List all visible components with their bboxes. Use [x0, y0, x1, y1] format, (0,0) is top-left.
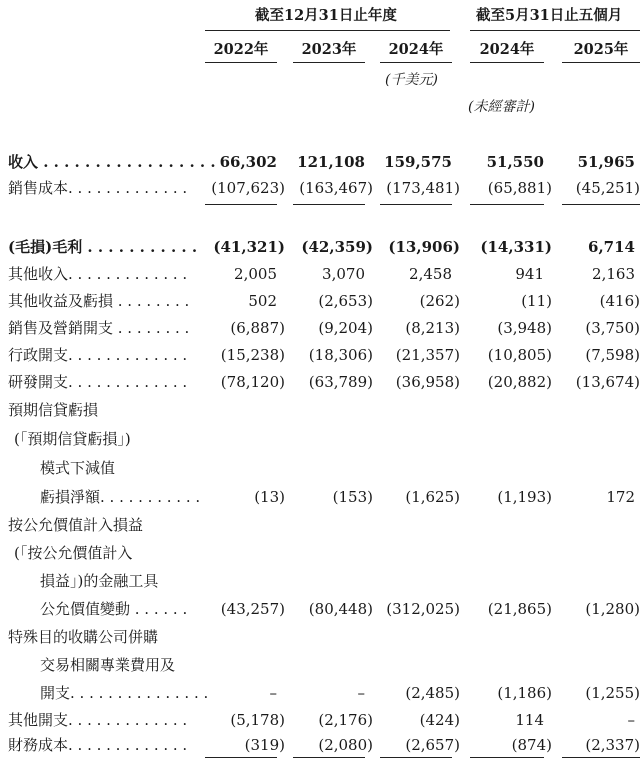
row-value: (2,080): [318, 736, 373, 754]
row-value: (65,881): [487, 179, 552, 197]
row-value: (173,481): [386, 179, 460, 197]
row-value: (3,750): [585, 319, 640, 337]
row-value: (107,623): [211, 179, 285, 197]
row-value: 2,163: [592, 265, 635, 283]
row-value: (15,238): [220, 346, 285, 364]
row-value: –: [357, 684, 365, 702]
row-label-fvtpl-line2: (「按公允價值計入: [14, 544, 133, 562]
row-value: (21,865): [487, 600, 552, 618]
row-value: 159,575: [384, 153, 452, 171]
row-value: 3,070: [322, 265, 365, 283]
row-label-selling-marketing: 銷售及營銷開支 . . . . . . . .: [8, 319, 190, 337]
row-value: (42,359): [301, 238, 373, 256]
row-value: (13): [254, 488, 285, 506]
row-value: (5,178): [230, 711, 285, 729]
row-value: (163,467): [299, 179, 373, 197]
row-value: (10,805): [487, 346, 552, 364]
row-value: (1,193): [497, 488, 552, 506]
row-value: (41,321): [213, 238, 285, 256]
bottom-rule: [380, 757, 452, 758]
row-value: (11): [521, 292, 552, 310]
year-rule-2025-five-months: [562, 62, 640, 63]
row-value: 66,302: [219, 153, 277, 171]
row-value: (2,176): [318, 711, 373, 729]
row-value: (1,280): [585, 600, 640, 618]
bottom-rule: [470, 757, 544, 758]
row-label-administrative: 行政開支. . . . . . . . . . . . .: [8, 346, 188, 364]
row-label-research-development: 研發開支. . . . . . . . . . . . .: [8, 373, 188, 391]
year-rule-2022: [205, 62, 277, 63]
bottom-rule: [293, 757, 365, 758]
header-group-five-months-rule: [470, 30, 640, 31]
year-header-2025-five-months: 2025年: [573, 41, 629, 58]
row-value: (424): [419, 711, 460, 729]
row-value: (2,657): [405, 736, 460, 754]
row-value: (6,887): [230, 319, 285, 337]
row-label-other-gains-losses: 其他收益及虧損 . . . . . . . .: [8, 292, 190, 310]
row-label-finance-costs: 財務成本. . . . . . . . . . . . .: [8, 736, 188, 754]
row-value: (45,251): [575, 179, 640, 197]
subtotal-rule: [293, 204, 365, 205]
subtotal-rule: [205, 204, 277, 205]
row-value: (63,789): [308, 373, 373, 391]
row-value: 2,005: [234, 265, 277, 283]
row-value: (1,186): [497, 684, 552, 702]
row-label-ecl-line2: (「預期信貸虧損」): [14, 430, 131, 448]
row-value: (416): [599, 292, 640, 310]
row-value: (262): [419, 292, 460, 310]
row-value: 121,108: [297, 153, 365, 171]
row-value: (78,120): [220, 373, 285, 391]
row-value: (1,255): [585, 684, 640, 702]
row-value: (36,958): [395, 373, 460, 391]
row-value: (2,485): [405, 684, 460, 702]
row-value: (43,257): [220, 600, 285, 618]
row-value: (312,025): [386, 600, 460, 618]
row-label-revenue: 收入 . . . . . . . . . . . . . . . . .: [8, 153, 216, 171]
bottom-rule: [205, 757, 277, 758]
year-rule-2024-five-months: [470, 62, 544, 63]
header-group-five-months: 截至5月31日止五個月: [476, 7, 623, 24]
row-value: (7,598): [585, 346, 640, 364]
row-label-ecl-line3: 模式下減值: [40, 459, 116, 477]
row-value: (153): [332, 488, 373, 506]
row-value: (14,331): [480, 238, 552, 256]
row-label-cost-of-sales: 銷售成本. . . . . . . . . . . . .: [8, 179, 188, 197]
row-value: (874): [511, 736, 552, 754]
row-value: (9,204): [318, 319, 373, 337]
row-value: –: [627, 711, 635, 729]
header-group-annual-rule: [205, 30, 450, 31]
row-value: (2,337): [585, 736, 640, 754]
year-rule-2023: [293, 62, 365, 63]
year-header-2024-five-months: 2024年: [479, 41, 535, 58]
year-header-2023: 2023年: [301, 41, 357, 58]
row-value: 51,965: [577, 153, 635, 171]
row-value: 51,550: [486, 153, 544, 171]
row-value: (80,448): [308, 600, 373, 618]
row-value: 502: [248, 292, 277, 310]
row-label-other-expenses: 其他開支. . . . . . . . . . . . .: [8, 711, 188, 729]
row-label-spac-line2: 交易相關專業費用及: [40, 656, 176, 674]
row-label-ecl-line4: 虧損淨額. . . . . . . . . . .: [40, 488, 201, 506]
row-label-gross-profit: (毛損)毛利 . . . . . . . . . . .: [8, 238, 198, 256]
row-label-fvtpl-line3: 損益」)的金融工具: [40, 572, 159, 590]
year-header-2024: 2024年: [388, 41, 444, 58]
row-value: 114: [515, 711, 544, 729]
header-group-annual: 截至12月31日止年度: [255, 7, 397, 24]
row-value: (20,882): [487, 373, 552, 391]
row-value: (21,357): [395, 346, 460, 364]
subtotal-rule: [380, 204, 452, 205]
row-label-ecl-line1: 預期信貸虧損: [8, 401, 99, 419]
row-value: (2,653): [318, 292, 373, 310]
unaudited-label: (未經審計): [468, 99, 535, 115]
row-value: –: [269, 684, 277, 702]
row-label-other-income: 其他收入. . . . . . . . . . . . .: [8, 265, 188, 283]
row-value: 6,714: [588, 238, 635, 256]
row-label-fvtpl-line1: 按公允價值計入損益: [8, 516, 144, 534]
unit-label: (千美元): [385, 72, 438, 88]
row-value: (13,906): [388, 238, 460, 256]
row-value: 941: [515, 265, 544, 283]
row-value: (8,213): [405, 319, 460, 337]
row-value: (319): [244, 736, 285, 754]
row-value: (3,948): [497, 319, 552, 337]
row-label-fvtpl-line4: 公允價值變動 . . . . . .: [40, 600, 188, 618]
subtotal-rule: [562, 204, 640, 205]
bottom-rule: [562, 757, 640, 758]
row-value: (13,674): [575, 373, 640, 391]
year-header-2022: 2022年: [213, 41, 269, 58]
subtotal-rule: [470, 204, 544, 205]
row-value: (1,625): [405, 488, 460, 506]
row-label-spac-line3: 開支. . . . . . . . . . . . . . .: [40, 684, 209, 702]
row-value: 2,458: [409, 265, 452, 283]
row-value: (18,306): [308, 346, 373, 364]
year-rule-2024: [380, 62, 452, 63]
row-label-spac-line1: 特殊目的收購公司併購: [8, 628, 159, 646]
row-value: 172: [606, 488, 635, 506]
